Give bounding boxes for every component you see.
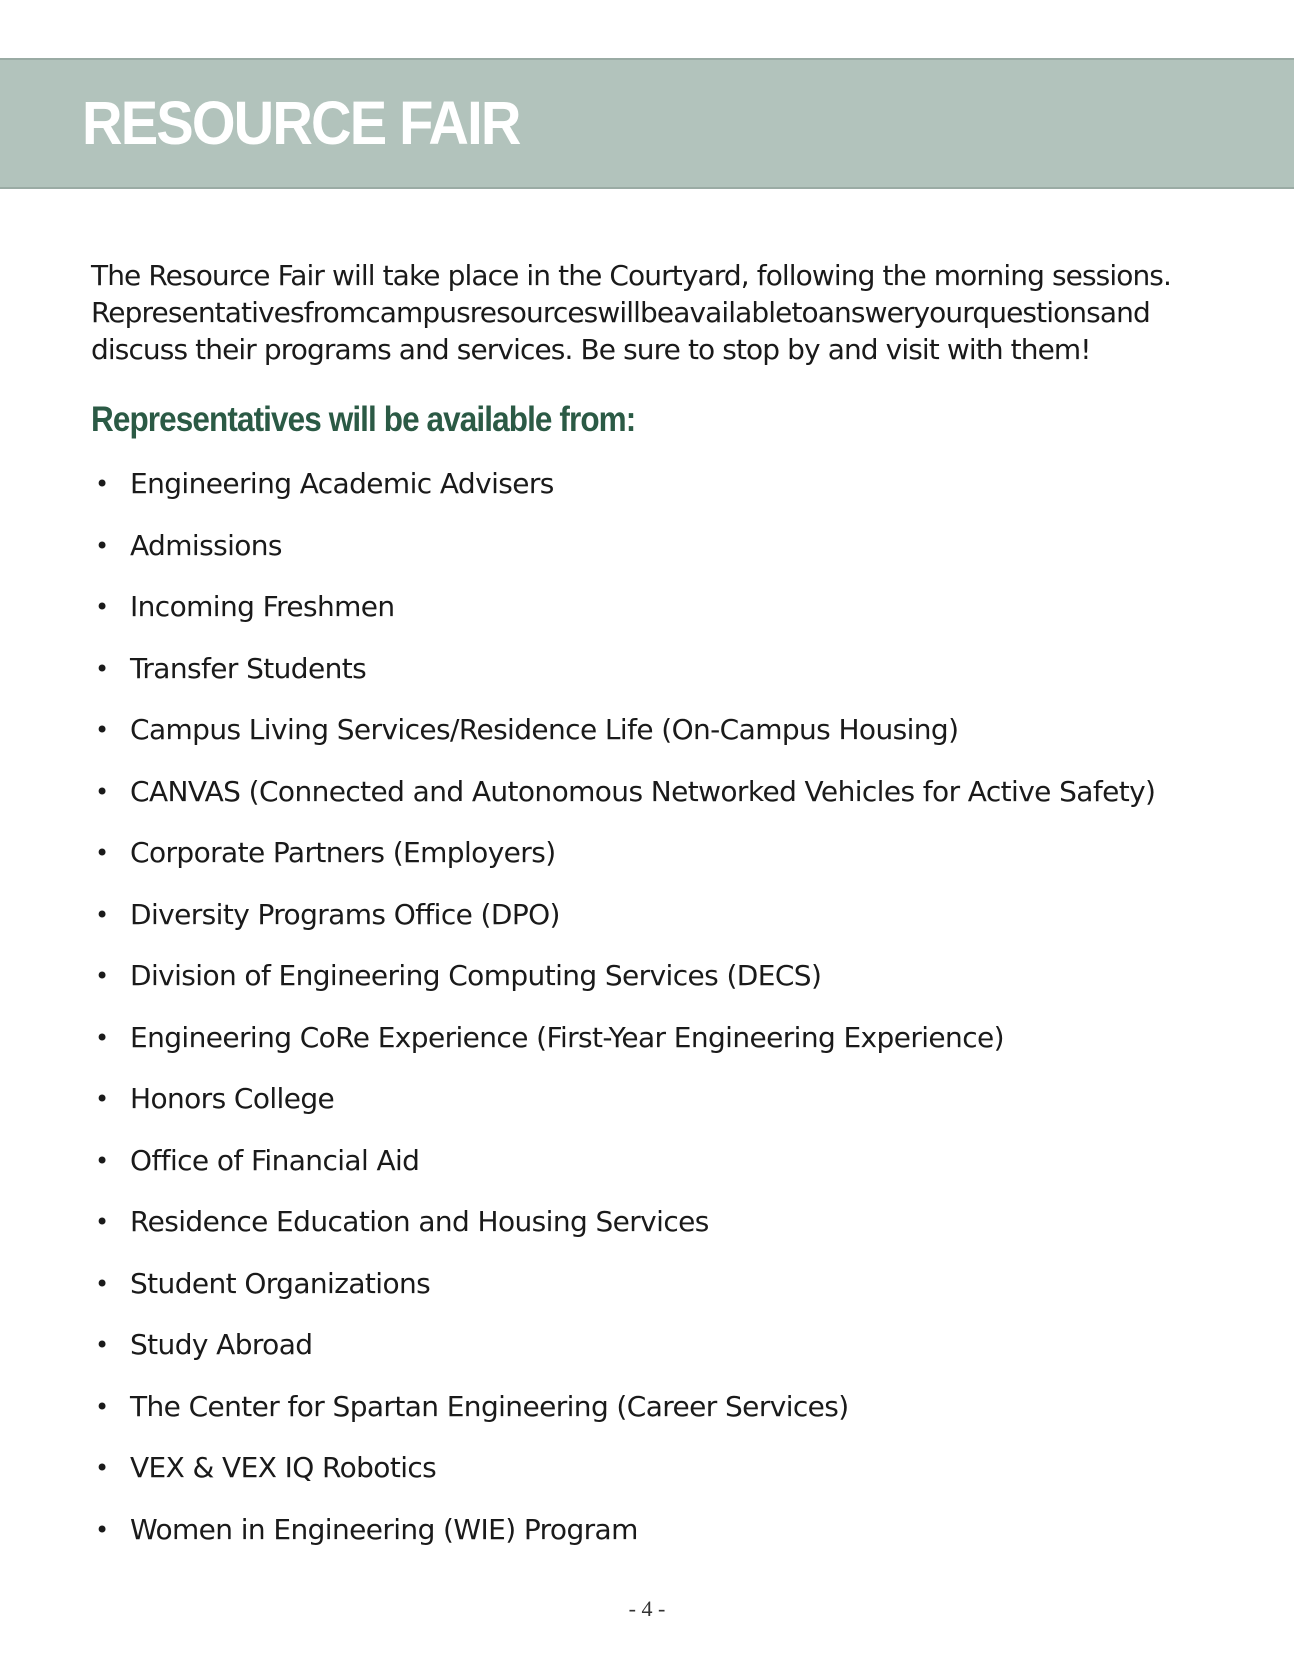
intro-line: Representativesfromcampusresourceswillbeavailabletoansweryourquestionsand: [91, 296, 1150, 329]
list-item-label: Women in Engineering (WIE) Program: [130, 1512, 638, 1546]
intro-line: discuss their programs and services. Be sure to stop by and visit with them!: [91, 333, 1091, 366]
list-item-label: Residence Education and Housing Services: [130, 1205, 709, 1238]
bullet-icon: •: [95, 1515, 109, 1544]
list-item-label: Corporate Partners (Employers): [130, 836, 556, 869]
page-number: - 4 -: [628, 1596, 666, 1621]
bullet-icon: •: [95, 654, 109, 683]
list-item-label: Diversity Programs Office (DPO): [130, 897, 560, 931]
header-banner: [0, 58, 1294, 189]
bullet-icon: •: [95, 716, 109, 744]
bullet-icon: •: [95, 1392, 109, 1421]
list-item-label: Office of Financial Aid: [130, 1143, 420, 1177]
section-heading: Representatives will be available from:: [91, 400, 636, 439]
list-item-label: Admissions: [130, 528, 282, 562]
bullet-icon: •: [95, 962, 109, 990]
intro-line: The Resource Fair will take place in the Courtyard, following the morning sessions.: [91, 259, 1171, 292]
bullet-icon: •: [95, 593, 109, 621]
bullet-icon: •: [95, 1023, 109, 1052]
bullet-icon: •: [95, 900, 109, 929]
list-item-label: Honors College: [130, 1082, 335, 1115]
bullet-icon: •: [95, 1208, 109, 1236]
bullet-icon: •: [95, 1146, 109, 1175]
list-item-label: Campus Living Services/Residence Life (On-Campus Housing): [130, 713, 959, 746]
bullet-icon: •: [95, 470, 109, 498]
list-item-label: Study Abroad: [130, 1328, 313, 1361]
intro-paragraph: [91, 257, 1241, 368]
bullet-icon: •: [95, 531, 109, 560]
list-item-label: CANVAS (Connected and Autonomous Networked Vehicles for Active Safety): [130, 774, 1156, 808]
list-item-label: Engineering CoRe Experience (First-Year Engineering Experience): [130, 1020, 1004, 1054]
bullet-icon: •: [95, 1269, 109, 1298]
list-item-label: Student Organizations: [130, 1266, 431, 1300]
list-item-label: The Center for Spartan Engineering (Career Services): [130, 1389, 849, 1423]
page-title: RESOURCE FAIR: [82, 89, 520, 157]
list-item-label: Transfer Students: [130, 651, 367, 685]
bullet-icon: •: [95, 1331, 109, 1359]
list-item-label: VEX & VEX IQ Robotics: [130, 1451, 437, 1484]
bullet-icon: •: [95, 839, 109, 867]
bullet-icon: •: [95, 777, 109, 806]
list-item-label: Engineering Academic Advisers: [130, 467, 554, 500]
list-item-label: Incoming Freshmen: [130, 590, 395, 623]
bullet-icon: •: [95, 1454, 109, 1482]
bullet-icon: •: [95, 1085, 109, 1113]
list-item-label: Division of Engineering Computing Services (DECS): [130, 959, 822, 992]
